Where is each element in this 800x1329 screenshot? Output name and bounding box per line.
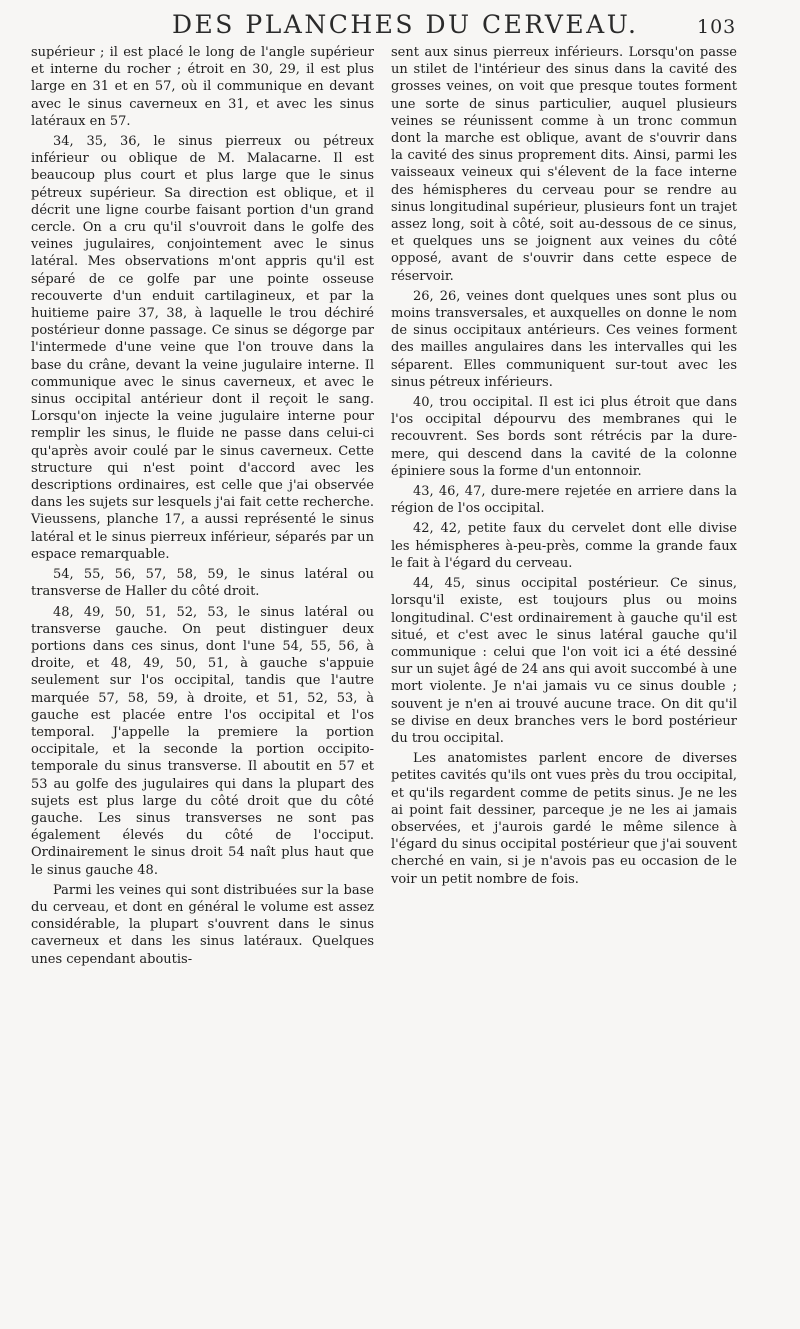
paragraph: sent aux sinus pierreux inférieurs. Lorsqu'on passe un stilet de l'intérieur des sinus dans la cavité des grosses veines, on voit que presque toutes forment une sorte de sinus particulier, auquel plusieurs veines se réunissent comme à un tronc commun dont la marche est oblique, avant de s'ouvrir dans la cavité des sinus proprement dits. Ainsi, parmi les vaisseaux veineux qui s'élevent de la face interne des hémispheres du cerveau pour se rendre au sinus longitudinal supérieur, plusieurs font un trajet assez long, soit à côté, soit au-dessous de ce sinus, et quelques uns se joignent aux veines du côté opposé, avant de s'ouvrir dans cette espece de réservoir. xyxy=(391,45,737,284)
left-column xyxy=(31,44,374,971)
paragraph: 40, trou occipital. Il est ici plus étroit que dans l'os occipital dépourvu des membranes qui le recouvrent. Ses bords sont rétrécis par la dure-mere, qui descend dans la cavité de la colonne épiniere sous la forme d'un entonnoir. xyxy=(391,395,737,479)
paragraph: supérieur ; il est placé le long de l'angle supérieur et interne du rocher ; étroit en 30, 29, il est plus large en 31 et en 57, où il communique en devant avec le sinus caverneux en 31, et avec les sinus latéraux en 57. xyxy=(31,45,374,129)
paragraph: 26, 26, veines dont quelques unes sont plus ou moins transversales, et auxquelles on donne le nom de sinus occipitaux antérieurs. Ces veines forment des mailles angulaires dans les intervalles qui les séparent. Elles communiquent sur-tout avec les sinus pétreux inférieurs. xyxy=(391,288,737,390)
paragraph: Parmi les veines qui sont distribuées sur la base du cerveau, et dont en général le volume est assez considérable, la plupart s'ouvrent dans le sinus caverneux et dans les sinus latéraux. Quelques unes cependant aboutis- xyxy=(31,882,374,967)
paragraph: 54, 55, 56, 57, 58, 59, le sinus latéral ou transverse de Haller du côté droit. xyxy=(31,567,374,600)
paragraph: 34, 35, 36, le sinus pierreux ou pétreux inférieur ou oblique de M. Malacarne. Il est beaucoup plus court et plus large que le sinus pétreux supérieur. Sa direction est oblique, et il décrit une ligne courbe faisant portion d'un grand cercle. On a cru qu'il s'ouvroit dans le golfe des veines jugulaires, conjointement avec le sinus latéral. Mes observations m'ont appris qu'il est séparé de ce golfe par une pointe osseuse recouverte d'un enduit cartilagineux, et par la huitieme paire 37, 38, à laquelle le trou déchiré postérieur donne passage. Ce sinus se dégorge par l'intermede d'une veine que l'on trouve dans la base du crâne, devant la veine jugulaire interne. Il communique avec le sinus caverneux, et avec le sinus occipital antérieur dont il reçoit le sang. Lorsqu'on injecte la veine jugulaire interne pour remplir les sinus, le fluide ne passe dans celui-ci qu'après avoir coulé par le sinus caverneux. Cette structure qui n'est point d'accord avec les descriptions ordinaires, est celle que j'ai observée dans les sujets sur lesquels j'ai fait cette recherche. Vieussens, planche 17, a aussi représenté le sinus latéral et le sinus pierreux inférieur, séparés par un espace remarquable. xyxy=(31,134,374,562)
paragraph: 43, 46, 47, dure-mere rejetée en arriere dans la région de l'os occipital. xyxy=(391,484,737,517)
paragraph: 48, 49, 50, 51, 52, 53, le sinus latéral ou transverse gauche. On peut distinguer deux portions dans ces sinus, dont l'une 54, 55, 56, à droite, et 48, 49, 50, 51, à gauche s'appuie seulement sur l'os occipital, tandis que l'autre marquée 57, 58, 59, à droite, et 51, 52, 53, à gauche est placée entre l'os occipital et l'os temporal. J'appelle la premiere la portion occipitale, et la seconde la portion occipito-temporale du sinus transverse. Il aboutit en 57 et 53 au golfe des jugulaires qui dans la plupart des sujets est plus large du côté droit que du côté gauche. Les sinus transverses ne sont pas également élevés du côté de l'occiput. Ordinairement le sinus droit 54 naît plus haut que le sinus gauche 48. xyxy=(31,604,374,878)
paragraph: 42, 42, petite faux du cervelet dont elle divise les hémispheres à-peu-près, comme la grande faux le fait à l'égard du cerveau. xyxy=(391,521,737,571)
page-header xyxy=(0,10,800,40)
paragraph: Les anatomistes parlent encore de diverses petites cavités qu'ils ont vues près du trou occipital, et qu'ils regardent comme de petits sinus. Je ne les ai point fait dessiner, parceque je ne les ai jamais observées, et j'aurois gardé le même silence à l'égard du sinus occipital postérieur que j'ai souvent cherché en vain, si je n'avois pas eu occasion de le voir un petit nombre de fois. xyxy=(391,751,737,887)
paragraph: 44, 45, sinus occipital postérieur. Ce sinus, lorsqu'il existe, est toujours plus ou moins longitudinal. C'est ordinairement à gauche qu'il est situé, et c'est avec le sinus latéral gauche qu'il communique : celui que l'on voit ici a été dessiné sur un sujet âgé de 24 ans qui avoit succombé à une mort violente. Je n'ai jamais vu ce sinus double ; souvent je n'en ai trouvé aucune trace. On dit qu'il se divise en deux branches vers le bord postérieur du trou occipital. xyxy=(391,576,737,746)
running-title: DES PLANCHES DU CERVEAU. xyxy=(172,10,639,39)
right-column xyxy=(391,44,737,891)
page-number: 103 xyxy=(697,16,737,38)
